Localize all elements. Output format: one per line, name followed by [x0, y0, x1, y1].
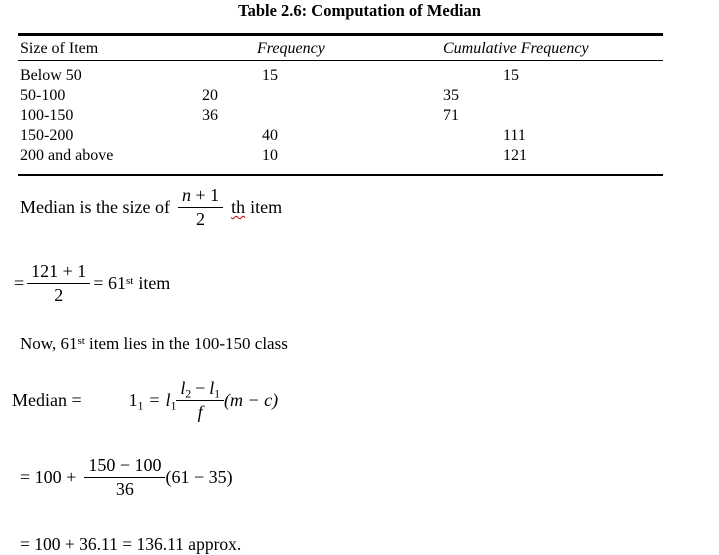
table-row	[18, 86, 663, 106]
table-header-row	[18, 36, 663, 61]
cell-frequency: 36	[202, 107, 218, 124]
fraction-numerator: 121 + 1	[27, 261, 90, 284]
fraction-denominator-f: f	[197, 402, 203, 423]
fraction-n-plus-1-over-2	[178, 185, 223, 230]
now-rest: item lies in the 100-150 class	[84, 334, 288, 353]
fraction-numerator	[176, 378, 224, 401]
lhs-base: 1	[128, 390, 138, 411]
fraction-121-plus-1-over-2	[27, 261, 90, 306]
fraction-l2-minus-l1-over-f	[176, 378, 224, 423]
result-61	[93, 273, 133, 294]
table-row	[18, 126, 663, 146]
result-number: = 61	[93, 273, 126, 294]
cell-frequency: 40	[262, 127, 278, 144]
fraction-denominator: 36	[115, 479, 134, 500]
equals-sign: =	[14, 273, 25, 294]
sixty-one-minus-thirty-five-term: (61 − 35)	[165, 467, 233, 488]
lhs-term	[129, 390, 144, 411]
table-row	[18, 66, 663, 86]
ordinal-st-superscript: st	[77, 335, 85, 347]
substitution-prefix: = 100 +	[20, 467, 77, 488]
cell-cumulative: 111	[503, 127, 526, 144]
variable-l1: l	[209, 378, 215, 398]
cell-frequency: 20	[202, 87, 218, 104]
l1-term	[166, 390, 177, 411]
numerator-rest: + 1	[190, 185, 220, 205]
lhs-subscript: 1	[137, 400, 144, 413]
fraction-numerator: 150 − 100	[84, 455, 165, 478]
table-title: Table 2.6: Computation of Median	[238, 1, 481, 20]
m-minus-c-term: (m − c)	[224, 390, 279, 411]
header-frequency: Frequency	[257, 40, 325, 57]
formula-suffix-text: item	[250, 197, 283, 218]
item-number-calculation	[14, 261, 170, 306]
fraction-denominator: 2	[54, 285, 64, 306]
final-result-line: = 100 + 36.11 = 136.11 approx.	[20, 534, 242, 554]
table-row	[18, 146, 663, 166]
variable-l: l	[165, 390, 171, 411]
item-word: item	[138, 273, 171, 294]
ordinal-th-spellcheck: th	[231, 197, 246, 218]
ordinal-st-superscript: st	[125, 275, 134, 288]
cell-cumulative: 35	[443, 87, 459, 104]
l1-subscript: 1	[170, 400, 177, 413]
fraction-denominator: 2	[196, 209, 206, 230]
cell-cumulative: 15	[503, 67, 519, 84]
variable-n: n	[181, 185, 191, 205]
cell-size: 100-150	[20, 107, 74, 124]
cell-frequency: 15	[262, 67, 278, 84]
cell-size: 50-100	[20, 87, 66, 104]
minus-sign: −	[195, 378, 206, 398]
now-statement	[20, 334, 288, 354]
cell-size: Below 50	[20, 67, 82, 84]
l2-subscript: 2	[185, 388, 192, 401]
median-interpolation-formula	[12, 378, 278, 423]
cell-size: 200 and above	[20, 147, 114, 164]
now-prefix: Now, 61	[20, 334, 78, 353]
substitution-step	[20, 455, 233, 500]
table-body	[18, 61, 663, 174]
l1-subscript: 1	[214, 388, 220, 401]
equals-sign: =	[149, 390, 160, 411]
cell-cumulative: 121	[503, 147, 527, 164]
formula-prefix-text: Median is the size of	[20, 197, 170, 218]
median-definition-formula	[20, 185, 282, 230]
variable-l2: l	[180, 378, 186, 398]
header-cumulative-frequency: Cumulative Frequency	[443, 40, 589, 57]
fraction-150-minus-100-over-36	[84, 455, 165, 500]
fraction-numerator	[178, 185, 223, 208]
header-size-of-item: Size of Item	[20, 40, 99, 57]
median-label: Median =	[12, 390, 82, 411]
cell-frequency: 10	[262, 147, 278, 164]
cell-cumulative: 71	[443, 107, 459, 124]
median-table	[18, 33, 663, 176]
cell-size: 150-200	[20, 127, 74, 144]
table-row	[18, 106, 663, 126]
